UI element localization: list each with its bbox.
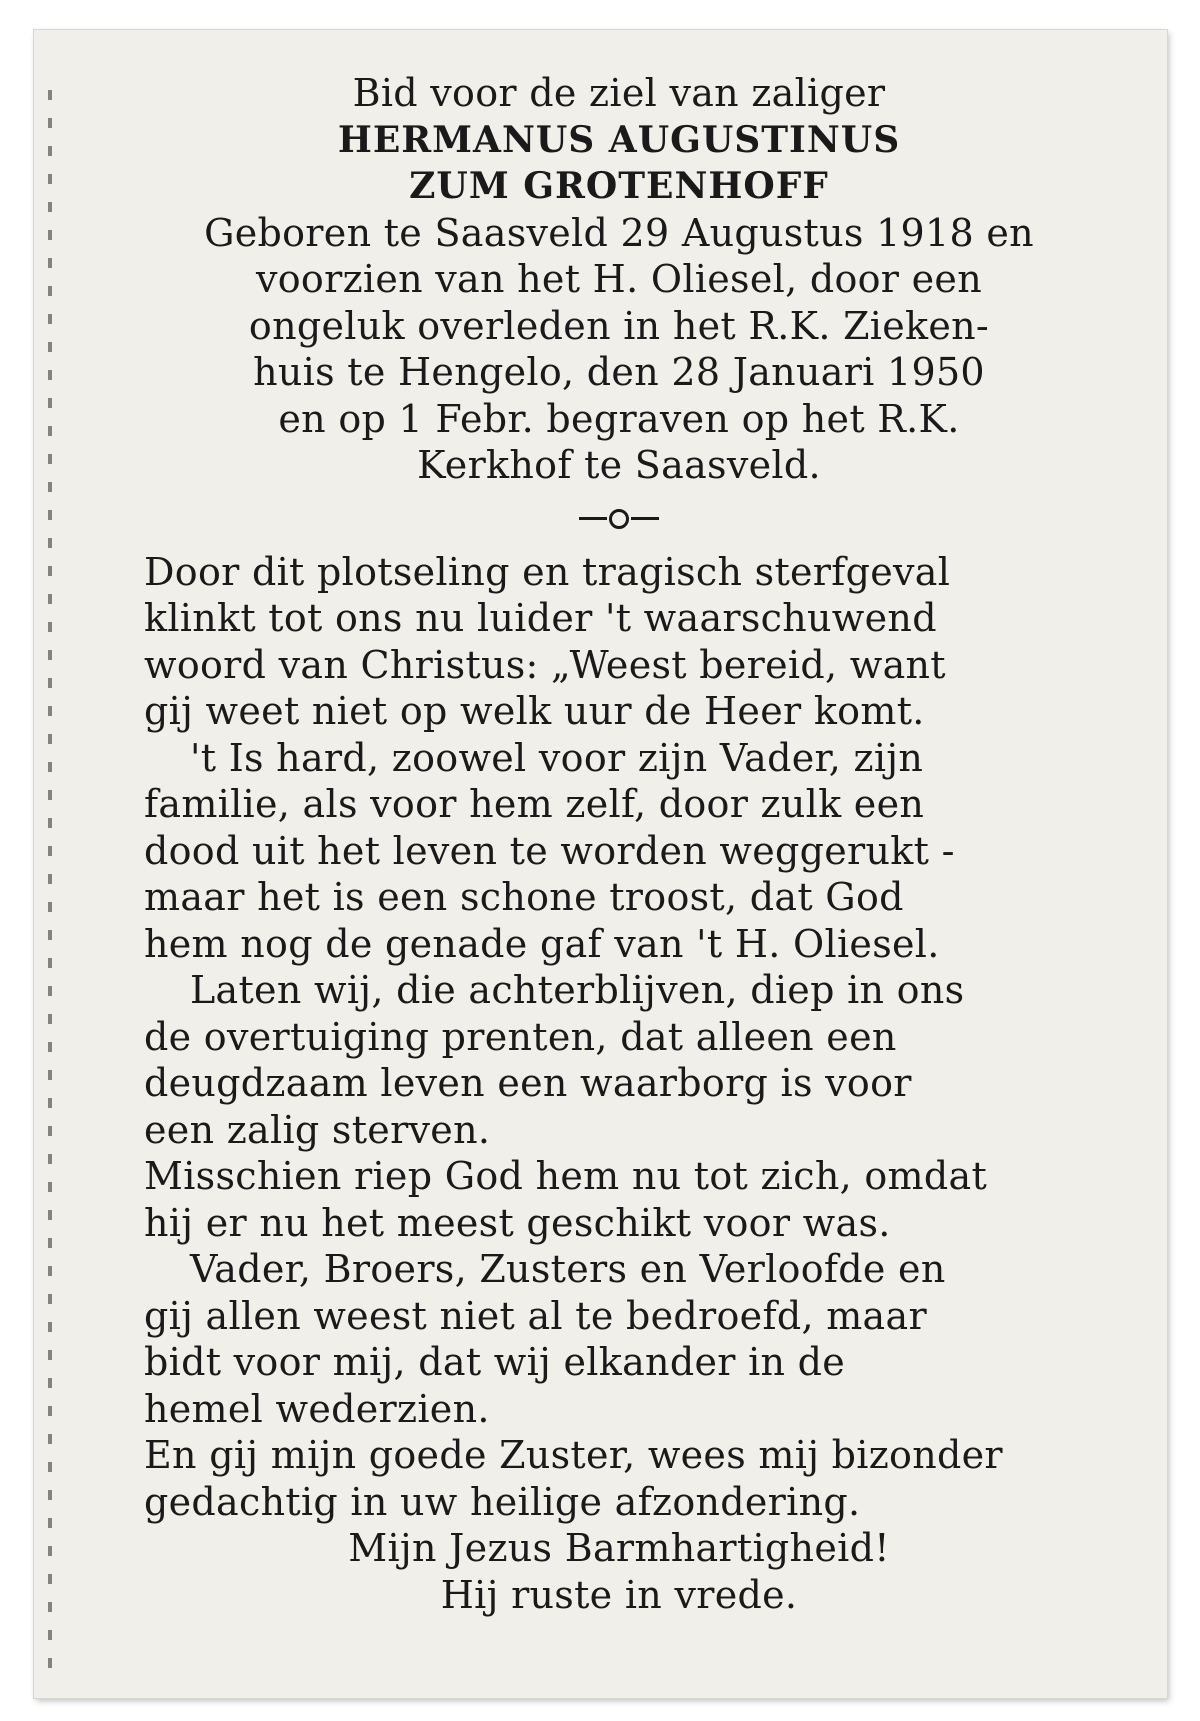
memorial-card	[34, 30, 1167, 1698]
deceased-name-line-2: ZUM GROTENHOFF	[409, 165, 829, 207]
body-line: klinkt tot ons nu luider 't waarschuwend	[144, 596, 937, 640]
body-line: gedachtig in uw heilige afzondering.	[144, 1479, 861, 1524]
divider-ring	[609, 509, 629, 529]
bio-line: Kerkhof te Saasveld.	[417, 443, 821, 487]
closing-prayer: Mijn Jezus Barmhartigheid!	[348, 1526, 890, 1570]
body-line: familie, als voor hem zelf, door zulk een	[144, 782, 925, 826]
body-line: hij er nu het meest geschikt voor was.	[144, 1200, 891, 1245]
bio-line: huis te Hengelo, den 28 Januari 1950	[253, 350, 985, 394]
body-line: woord van Christus: „Weest bereid, want	[144, 642, 946, 687]
body-line: En gij mijn goede Zuster, wees mij bizonder	[144, 1433, 1003, 1477]
body-line: deugdzaam leven een waarborg is voor	[144, 1061, 912, 1105]
body-line: bidt voor mij, dat wij elkander in de	[144, 1340, 846, 1384]
body-line: 't Is hard, zoowel voor zijn Vader, zijn	[190, 735, 924, 780]
body-line: hem nog de genade gaf van 't H. Oliesel.	[144, 921, 940, 966]
body-line: Misschien riep God hem nu tot zich, omdat	[144, 1154, 988, 1198]
closing-rest-in-peace: Hij ruste in vrede.	[440, 1572, 798, 1617]
bio-line: ongeluk overleden in het R.K. Zieken-	[248, 303, 990, 348]
divider-bar	[631, 517, 659, 520]
bio-line: Geboren te Saasveld 29 Augustus 1918 en	[204, 210, 1034, 255]
body-line: dood uit het leven te worden weggerukt -	[144, 828, 955, 873]
bio-line: voorzien van het H. Oliesel, door een	[255, 257, 982, 301]
body-line: Laten wij, die achterblijven, diep in ons	[190, 968, 965, 1012]
perforated-edge	[48, 90, 52, 1670]
bio-line: en op 1 Febr. begraven op het R.K.	[278, 396, 960, 441]
body-line: Door dit plotseling en tragisch sterfgeval	[144, 549, 951, 594]
card-text	[144, 70, 1094, 1618]
body-line: gij allen weest niet al te bedroefd, maar	[144, 1293, 927, 1338]
divider-bar	[579, 517, 607, 520]
intro-line: Bid voor de ziel van zaliger	[352, 71, 886, 115]
body-line: gij weet niet op welk uur de Heer komt.	[144, 689, 925, 733]
body-line: de overtuiging prenten, dat alleen een	[144, 1014, 897, 1059]
deceased-name-line-1: HERMANUS AUGUSTINUS	[337, 118, 901, 161]
body-line: Vader, Broers, Zusters en Verloofde en	[190, 1247, 946, 1291]
body-line: maar het is een schone troost, dat God	[144, 875, 904, 919]
ornament-divider	[144, 489, 1094, 549]
body-line: hemel wederzien.	[144, 1386, 490, 1431]
body-line: een zalig sterven.	[144, 1107, 491, 1152]
